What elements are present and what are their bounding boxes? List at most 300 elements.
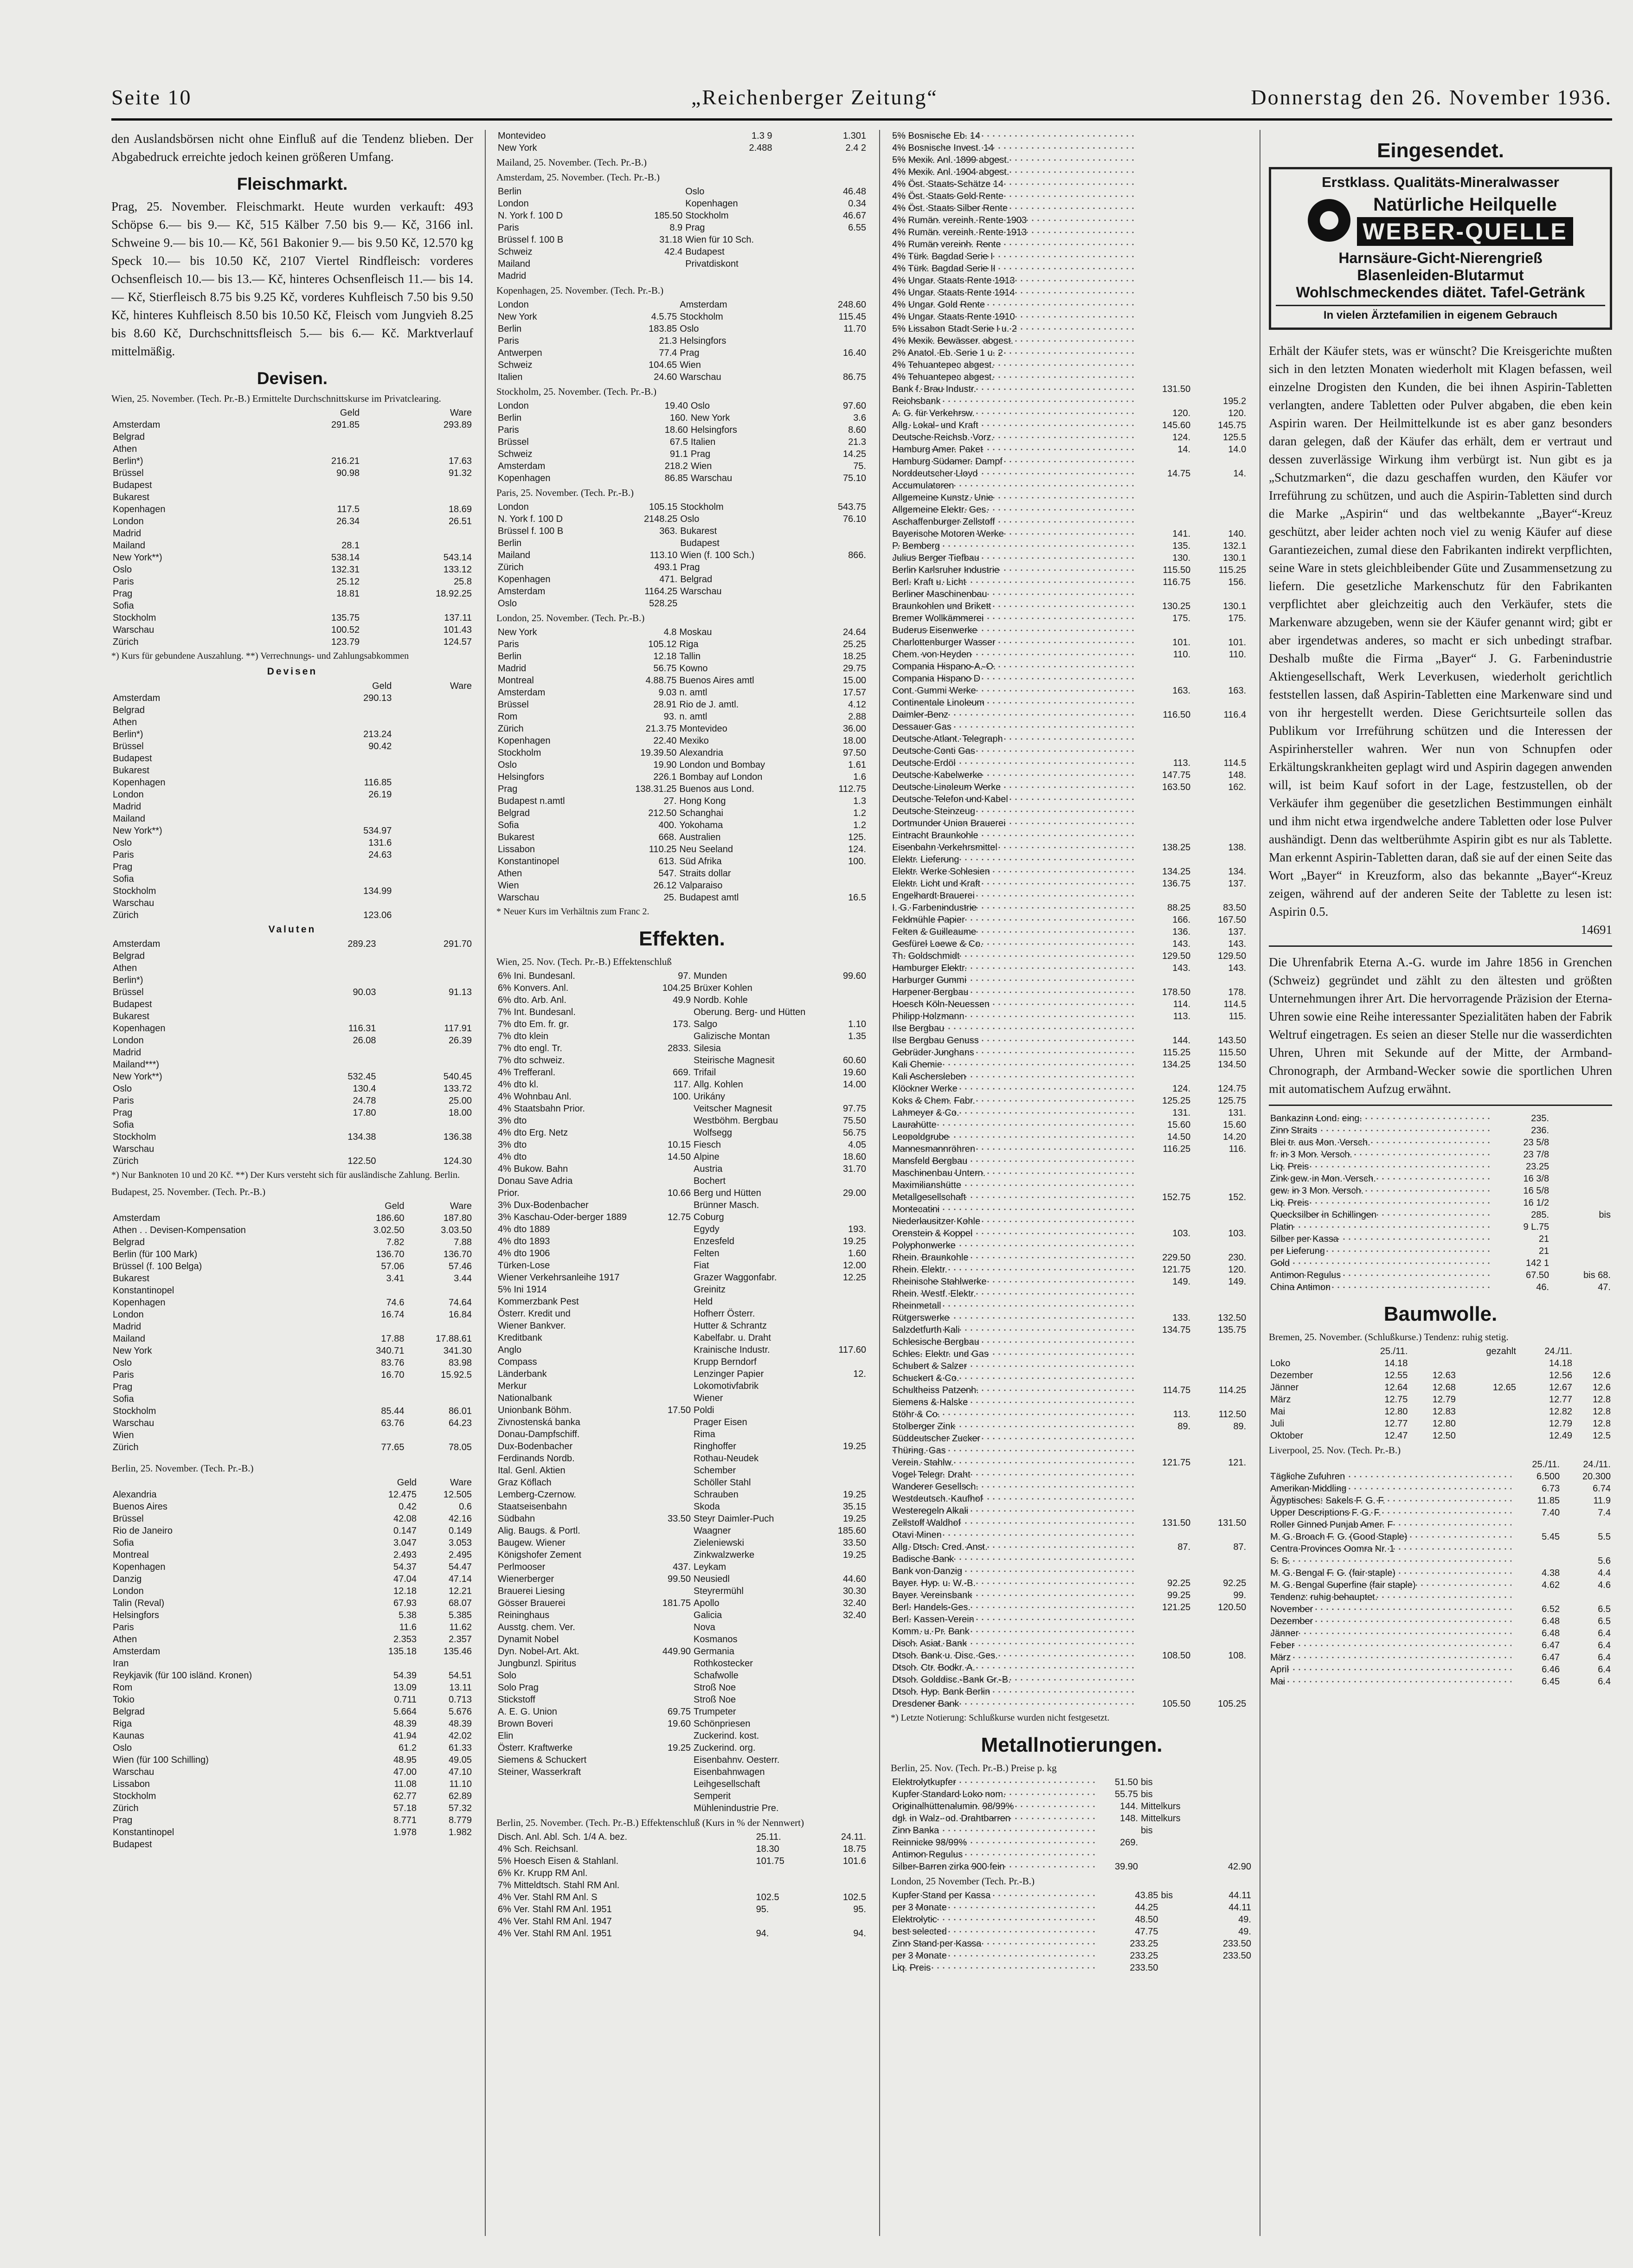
- london-metal-table: [891, 1889, 1253, 1974]
- table-cell: [1136, 1505, 1192, 1517]
- table-cell: 233.50: [1130, 1963, 1158, 1973]
- table-row: [891, 1674, 1253, 1686]
- table-cell: 540.45: [443, 1072, 472, 1082]
- table-cell: Madrid: [113, 1047, 141, 1058]
- table-cell: 134.38: [347, 1132, 376, 1142]
- table-row: [496, 1091, 868, 1103]
- table-cell: [393, 849, 473, 861]
- table-cell: [1136, 251, 1192, 263]
- table-row: [891, 1553, 1253, 1565]
- stockholm-header: Stockholm, 25. November. (Tech. Pr.-B.): [496, 386, 656, 397]
- table-cell: 290.13: [363, 693, 392, 703]
- table-row: [111, 1107, 473, 1119]
- table-cell: [393, 813, 473, 825]
- table-cell: 85.44: [381, 1406, 405, 1416]
- table-cell: [814, 1915, 868, 1927]
- table-cell: London: [498, 300, 529, 310]
- table-cell: Bayer. Hyp. u. W.-B.: [891, 1577, 1136, 1589]
- table-cell: [1192, 1505, 1247, 1517]
- table-cell: 4.6: [1598, 1580, 1611, 1590]
- table-cell: [655, 1392, 692, 1404]
- table-cell: [814, 1867, 868, 1879]
- table-cell: 134.50: [1218, 1060, 1247, 1070]
- table-cell: 114.: [1173, 999, 1191, 1009]
- table-cell: 116.25: [1163, 1144, 1191, 1154]
- table-cell: [655, 1452, 692, 1465]
- table-row: [496, 400, 868, 412]
- table-cell: 113.: [1173, 1011, 1191, 1022]
- table-row: [111, 1095, 473, 1107]
- table-row: [496, 1247, 868, 1259]
- table-cell: 3.6: [853, 413, 866, 423]
- table-cell: [830, 1694, 868, 1706]
- table-cell: Enzesfeld: [694, 1236, 734, 1246]
- table-cell: Prag: [113, 1108, 133, 1118]
- table-row: [496, 1609, 868, 1621]
- table-cell: Italien: [690, 437, 716, 447]
- table-cell: [830, 1682, 868, 1694]
- table-cell: [655, 1585, 692, 1597]
- table-cell: 76.10: [842, 514, 866, 524]
- table-cell: [1192, 1360, 1247, 1372]
- table-row: [1269, 1173, 1612, 1185]
- table-row: [496, 892, 868, 904]
- table-cell: [1136, 890, 1192, 902]
- table-cell: Bukarest: [680, 526, 717, 536]
- table-cell: best selected: [891, 1926, 1096, 1938]
- table-cell: Bukarest: [113, 1011, 149, 1022]
- table-cell: Ausstg. chem. Ver.: [498, 1622, 575, 1632]
- table-row: [496, 747, 868, 759]
- table-row: [111, 1645, 473, 1658]
- table-row: [1269, 1418, 1612, 1430]
- table-cell: 116.: [1228, 1144, 1247, 1154]
- table-cell: Belgrad: [113, 1237, 145, 1247]
- table-row: [111, 527, 473, 540]
- table-cell: [282, 1010, 377, 1022]
- table-cell: [1550, 1221, 1612, 1233]
- table-cell: 193.: [848, 1224, 866, 1234]
- table-row: [1269, 1221, 1612, 1233]
- table-cell: [393, 716, 473, 728]
- table-cell: Bremer Wollkämmerei: [891, 612, 1136, 624]
- table-row: [496, 234, 868, 246]
- table-cell: Prag: [113, 589, 133, 599]
- table-cell: Graz Köflach: [498, 1478, 552, 1488]
- table-row: [891, 154, 1253, 166]
- table-row: [496, 1766, 868, 1778]
- table-cell: 18.60: [842, 1152, 866, 1162]
- table-cell: Eisenbahnwagen: [694, 1767, 765, 1777]
- table-row: [1269, 1615, 1612, 1627]
- table-cell: 42.02: [448, 1731, 472, 1741]
- table-cell: November: [1269, 1603, 1511, 1615]
- table-cell: Nova: [694, 1622, 715, 1632]
- table-cell: Perlmooser: [498, 1562, 546, 1572]
- table-cell: Zürich: [113, 637, 139, 647]
- table-cell: [1192, 492, 1247, 504]
- table-cell: 138.: [1228, 842, 1247, 853]
- table-cell: Athen: [113, 1634, 137, 1645]
- table-cell: 12.47: [1384, 1431, 1408, 1441]
- table-row: [891, 974, 1253, 986]
- table-cell: Lemberg-Czernow.: [498, 1490, 576, 1500]
- table-cell: New York: [498, 627, 537, 637]
- table-cell: 4% Rumän vereinh. Rente: [891, 238, 1136, 251]
- table-row: [496, 1235, 868, 1247]
- table-row: [496, 1079, 868, 1091]
- table-cell: 86.85: [664, 473, 688, 483]
- table-row: [1269, 1664, 1612, 1676]
- table-cell: New York**): [113, 553, 162, 563]
- table-cell: N. York f. 100 D: [498, 211, 563, 221]
- table-cell: Stolberger Zink: [891, 1420, 1136, 1433]
- table-cell: [1192, 275, 1247, 287]
- table-cell: 121.: [1228, 1458, 1247, 1468]
- table-cell: 1.3 9: [752, 131, 772, 141]
- table-cell: Oslo: [113, 1743, 132, 1753]
- table-cell: [1136, 492, 1192, 504]
- table-cell: 144.: [1120, 1801, 1138, 1812]
- table-row: [1269, 1269, 1612, 1281]
- table-cell: 78.05: [448, 1442, 472, 1452]
- london-note: * Neuer Kurs im Verhältnis zum Franc 2.: [496, 906, 649, 917]
- table-cell: [749, 1855, 754, 1867]
- table-cell: März: [1269, 1651, 1511, 1664]
- table-cell: 4% Ungar. Staats Rente 1910: [891, 311, 1136, 323]
- table-cell: 5.664: [393, 1707, 417, 1717]
- table-cell: dgl. in Walz- od. Drahtbarren: [891, 1812, 1096, 1825]
- table-cell: [361, 443, 473, 455]
- table-cell: 167.50: [1218, 915, 1247, 925]
- table-cell: [282, 962, 377, 974]
- table-cell: Paris: [498, 639, 519, 649]
- table-cell: Paris: [113, 1096, 134, 1106]
- table-cell: [755, 1879, 814, 1891]
- table-row: [891, 829, 1253, 842]
- table-cell: 75.10: [842, 473, 866, 483]
- table-cell: [1192, 456, 1247, 468]
- table-row: [891, 1191, 1253, 1203]
- table-cell: Feber: [1269, 1639, 1511, 1651]
- table-cell: [1136, 395, 1192, 407]
- table-cell: 163.: [1172, 686, 1191, 696]
- table-cell: 183.85: [649, 324, 677, 334]
- table-cell: Bukarest: [113, 492, 149, 502]
- table-cell: [655, 1633, 692, 1645]
- table-cell: 93.: [663, 712, 677, 722]
- table-cell: Straits dollar: [679, 868, 731, 879]
- table-cell: [1136, 516, 1192, 528]
- table-cell: [378, 974, 473, 986]
- table-cell: Mühlenindustrie Pre.: [694, 1803, 779, 1813]
- table-row: [1269, 1519, 1612, 1531]
- table-cell: Berl. Handels-Ges.: [891, 1601, 1136, 1613]
- table-cell: 4% Rumän. vereinh. Rente 1903: [891, 214, 1136, 226]
- table-row: [891, 443, 1253, 456]
- table-cell: per 3 Monate: [891, 1950, 1096, 1962]
- table-cell: Dtsch. Ctr. Bodkr. A.: [891, 1662, 1136, 1674]
- table-cell: Berlin: [498, 186, 522, 197]
- table-cell: Buenos Aires: [113, 1502, 167, 1512]
- table-cell: [1136, 154, 1192, 166]
- table-cell: Steyr Daimler-Puch: [694, 1514, 774, 1524]
- table-cell: 120.: [1228, 408, 1247, 418]
- table-cell: Brünner Masch.: [694, 1200, 759, 1210]
- table-cell: 131.50: [1162, 384, 1191, 394]
- table-cell: 130.4: [353, 1084, 376, 1094]
- table-cell: 124.75: [1218, 1084, 1247, 1094]
- table-row: [111, 479, 473, 491]
- table-cell: [1192, 793, 1247, 805]
- table-row: [496, 472, 868, 484]
- table-cell: 134.: [1228, 867, 1247, 877]
- table-cell: 101.43: [443, 625, 472, 635]
- table-cell: 124.: [1172, 1084, 1191, 1094]
- table-cell: [830, 1633, 868, 1645]
- table-cell: 7% Int. Bundesanl.: [498, 1007, 576, 1017]
- table-cell: 87.: [1233, 1542, 1247, 1552]
- table-cell: 18.75: [842, 1844, 866, 1854]
- table-cell: [1136, 202, 1192, 214]
- table-cell: [1192, 516, 1247, 528]
- table-cell: 3.41: [386, 1273, 405, 1284]
- table-cell: bis 68.: [1583, 1270, 1611, 1280]
- table-row: [891, 1626, 1253, 1638]
- table-cell: 44.60: [842, 1574, 866, 1584]
- table-cell: Maschinenbau Untern.: [891, 1167, 1136, 1179]
- table-cell: 8.60: [848, 425, 866, 435]
- table-cell: Königshofer Zement: [498, 1550, 582, 1560]
- table-cell: [1192, 1565, 1247, 1577]
- table-cell: Julius Berger Tiefbau: [891, 552, 1136, 564]
- table-row: [111, 1272, 473, 1285]
- table-cell: Jänner: [1270, 1382, 1299, 1393]
- wien-devisen-note: *) Kurs für gebundene Auszahlung. **) Verrechnungs- und Zahlungsabkommen: [111, 651, 409, 661]
- table-cell: 62.77: [393, 1791, 417, 1801]
- table-cell: Schultheiss Patzenh.: [891, 1384, 1136, 1396]
- table-row: [891, 251, 1253, 263]
- table-row: [1269, 1651, 1612, 1664]
- table-cell: 7% dto Em. fr. gr.: [498, 1019, 569, 1029]
- table-cell: Austria: [694, 1164, 723, 1174]
- table-cell: Wienerberger: [498, 1574, 554, 1584]
- table-cell: Tokio: [113, 1695, 135, 1705]
- table-cell: 108.: [1228, 1651, 1247, 1661]
- table-cell: [1192, 1396, 1247, 1408]
- table-cell: 132.31: [331, 565, 360, 575]
- table-cell: 25.8: [454, 577, 472, 587]
- table-cell: Mailand: [498, 550, 531, 560]
- table-cell: [378, 1143, 473, 1155]
- ad-heilquelle-text: Natürliche Heilquelle: [1373, 194, 1557, 215]
- table-row: [891, 1469, 1253, 1481]
- table-row: [496, 1778, 868, 1790]
- table-cell: 11.08: [394, 1779, 417, 1789]
- table-cell: 143.: [1172, 963, 1191, 973]
- table-cell: [292, 813, 393, 825]
- page-number: Seite 10: [111, 85, 192, 109]
- table-row: [111, 974, 473, 986]
- table-cell: 0.147: [393, 1526, 417, 1536]
- table-cell: 21.3.75: [645, 724, 677, 734]
- table-cell: 91.13: [448, 987, 472, 997]
- table-cell: Unionbank Böhm.: [498, 1405, 572, 1415]
- table-cell: [292, 897, 393, 909]
- table-cell: [1192, 1022, 1247, 1034]
- table-cell: 67.5: [669, 437, 688, 447]
- table-cell: 131.50: [1218, 1518, 1247, 1528]
- table-row: [496, 626, 868, 638]
- table-cell: [1209, 1800, 1253, 1812]
- table-cell: 543.75: [837, 502, 866, 512]
- table-cell: Athen: [498, 868, 522, 879]
- table-cell: [655, 1501, 692, 1513]
- table-row: [891, 733, 1253, 745]
- table-cell: 2.353: [393, 1634, 417, 1645]
- table-cell: [1550, 1233, 1612, 1245]
- table-cell: Aschaffenburger Zellstoff: [891, 516, 1136, 528]
- table-row: [111, 1489, 473, 1501]
- table-cell: 12.00: [842, 1260, 866, 1271]
- table-row: [891, 214, 1253, 226]
- table-cell: [393, 704, 473, 716]
- column-header: 24./11.: [1583, 1459, 1611, 1470]
- table-cell: [830, 1006, 868, 1018]
- table-cell: [1136, 1155, 1192, 1167]
- table-row: [496, 1404, 868, 1416]
- table-cell: 130.1: [1223, 553, 1247, 563]
- table-cell: 130.: [1172, 553, 1191, 563]
- table-cell: 3% dto: [498, 1140, 527, 1150]
- table-cell: 19.25: [842, 1514, 866, 1524]
- table-row: [891, 1902, 1253, 1914]
- table-cell: 23 5/8: [1523, 1137, 1549, 1148]
- table-cell: Held: [694, 1297, 713, 1307]
- table-cell: 6.4: [1598, 1652, 1611, 1663]
- table-cell: Stockholm: [113, 1406, 156, 1416]
- table-cell: 135.18: [388, 1646, 417, 1657]
- table-cell: 132.50: [1218, 1313, 1247, 1323]
- table-cell: Juli: [1270, 1419, 1285, 1429]
- table-cell: Rima: [694, 1429, 715, 1439]
- table-cell: 1.978: [393, 1827, 417, 1838]
- table-row: [1269, 1137, 1612, 1149]
- table-cell: [655, 1175, 692, 1187]
- table-cell: Lokomotivfabrik: [694, 1381, 759, 1391]
- table-cell: 116.75: [1163, 577, 1191, 587]
- table-cell: 54.39: [393, 1670, 417, 1681]
- table-cell: Belgrad: [113, 1707, 145, 1717]
- table-row: [111, 1706, 473, 1718]
- table-row: [891, 1433, 1253, 1445]
- table-cell: [830, 1802, 868, 1814]
- table-cell: Paris: [498, 223, 519, 233]
- table-cell: Hamburg Südamer. Dampf: [891, 456, 1136, 468]
- table-cell: 293.89: [443, 420, 472, 430]
- table-row: [111, 765, 473, 777]
- table-cell: [282, 1119, 377, 1131]
- table-row: [891, 516, 1253, 528]
- table-cell: Waagner: [694, 1526, 731, 1536]
- table-cell: Belgrad: [113, 432, 145, 442]
- table-cell: März: [1270, 1394, 1291, 1405]
- table-cell: 125.: [848, 832, 866, 842]
- table-cell: Brüssel f. 100 B: [498, 235, 564, 245]
- table-cell: 24.60: [654, 372, 677, 382]
- table-cell: Otavi Minen: [891, 1529, 1136, 1541]
- table-row: [1269, 1112, 1612, 1124]
- table-row: [111, 1357, 473, 1369]
- table-cell: 4% Öst. Staats Gold Rente: [891, 190, 1136, 202]
- table-cell: 135.: [1172, 541, 1191, 551]
- table-cell: gew. in 3 Mon. Versch.: [1269, 1185, 1492, 1197]
- table-cell: 99.60: [842, 971, 866, 981]
- table-cell: Steyrermühl: [694, 1586, 744, 1596]
- table-row: [891, 781, 1253, 793]
- table-cell: [1136, 1300, 1192, 1312]
- table-row: [496, 735, 868, 747]
- table-cell: 86.75: [842, 372, 866, 382]
- table-cell: Danzig: [113, 1574, 142, 1584]
- table-cell: Reininghaus: [498, 1610, 550, 1620]
- table-cell: 18.60: [664, 425, 688, 435]
- table-cell: 528.25: [649, 598, 678, 609]
- table-cell: [1192, 1686, 1247, 1698]
- table-row: [891, 1143, 1253, 1155]
- table-cell: [271, 600, 361, 612]
- table-row: [496, 1272, 868, 1284]
- table-cell: Berlin Karlsruher Industrie: [891, 564, 1136, 576]
- table-cell: [755, 1867, 814, 1879]
- table-cell: 25.: [663, 893, 677, 903]
- table-cell: 534.97: [363, 826, 392, 836]
- table-row: [891, 1493, 1253, 1505]
- table-cell: Polyphonwerke: [891, 1240, 1136, 1252]
- table-cell: [1136, 214, 1192, 226]
- table-cell: [655, 1103, 692, 1115]
- table-row: [496, 1368, 868, 1380]
- table-cell: [1136, 275, 1192, 287]
- table-cell: 136.70: [443, 1249, 472, 1259]
- table-cell: [1192, 1493, 1247, 1505]
- table-row: [1269, 1281, 1612, 1293]
- table-cell: 19.25: [667, 1743, 691, 1753]
- table-cell: New York**): [113, 826, 162, 836]
- table-row: [891, 769, 1253, 781]
- table-cell: [818, 258, 868, 270]
- table-cell: [1136, 1167, 1192, 1179]
- table-cell: [361, 431, 473, 443]
- table-row: [496, 335, 868, 347]
- table-cell: 4% dto kl.: [498, 1079, 539, 1090]
- table-cell: [1192, 1167, 1247, 1179]
- table-cell: London: [498, 401, 529, 411]
- table-cell: [655, 1272, 692, 1284]
- table-cell: 31.70: [842, 1164, 866, 1174]
- table-cell: Quecksilber in Schillingen: [1269, 1209, 1492, 1221]
- table-cell: [830, 1211, 868, 1223]
- table-row: [496, 843, 868, 855]
- table-cell: 115.45: [838, 312, 866, 322]
- table-cell: 11.9: [1593, 1496, 1611, 1506]
- table-cell: Disch. Anl. Abl. Sch. 1/4 A. bez.: [498, 1832, 628, 1842]
- table-cell: [1192, 1288, 1247, 1300]
- table-cell: 120.: [1228, 1265, 1247, 1275]
- column-header: 24./11.: [1544, 1346, 1573, 1356]
- table-cell: 61.2: [399, 1743, 417, 1753]
- table-cell: Wien für 10 Sch.: [685, 235, 754, 245]
